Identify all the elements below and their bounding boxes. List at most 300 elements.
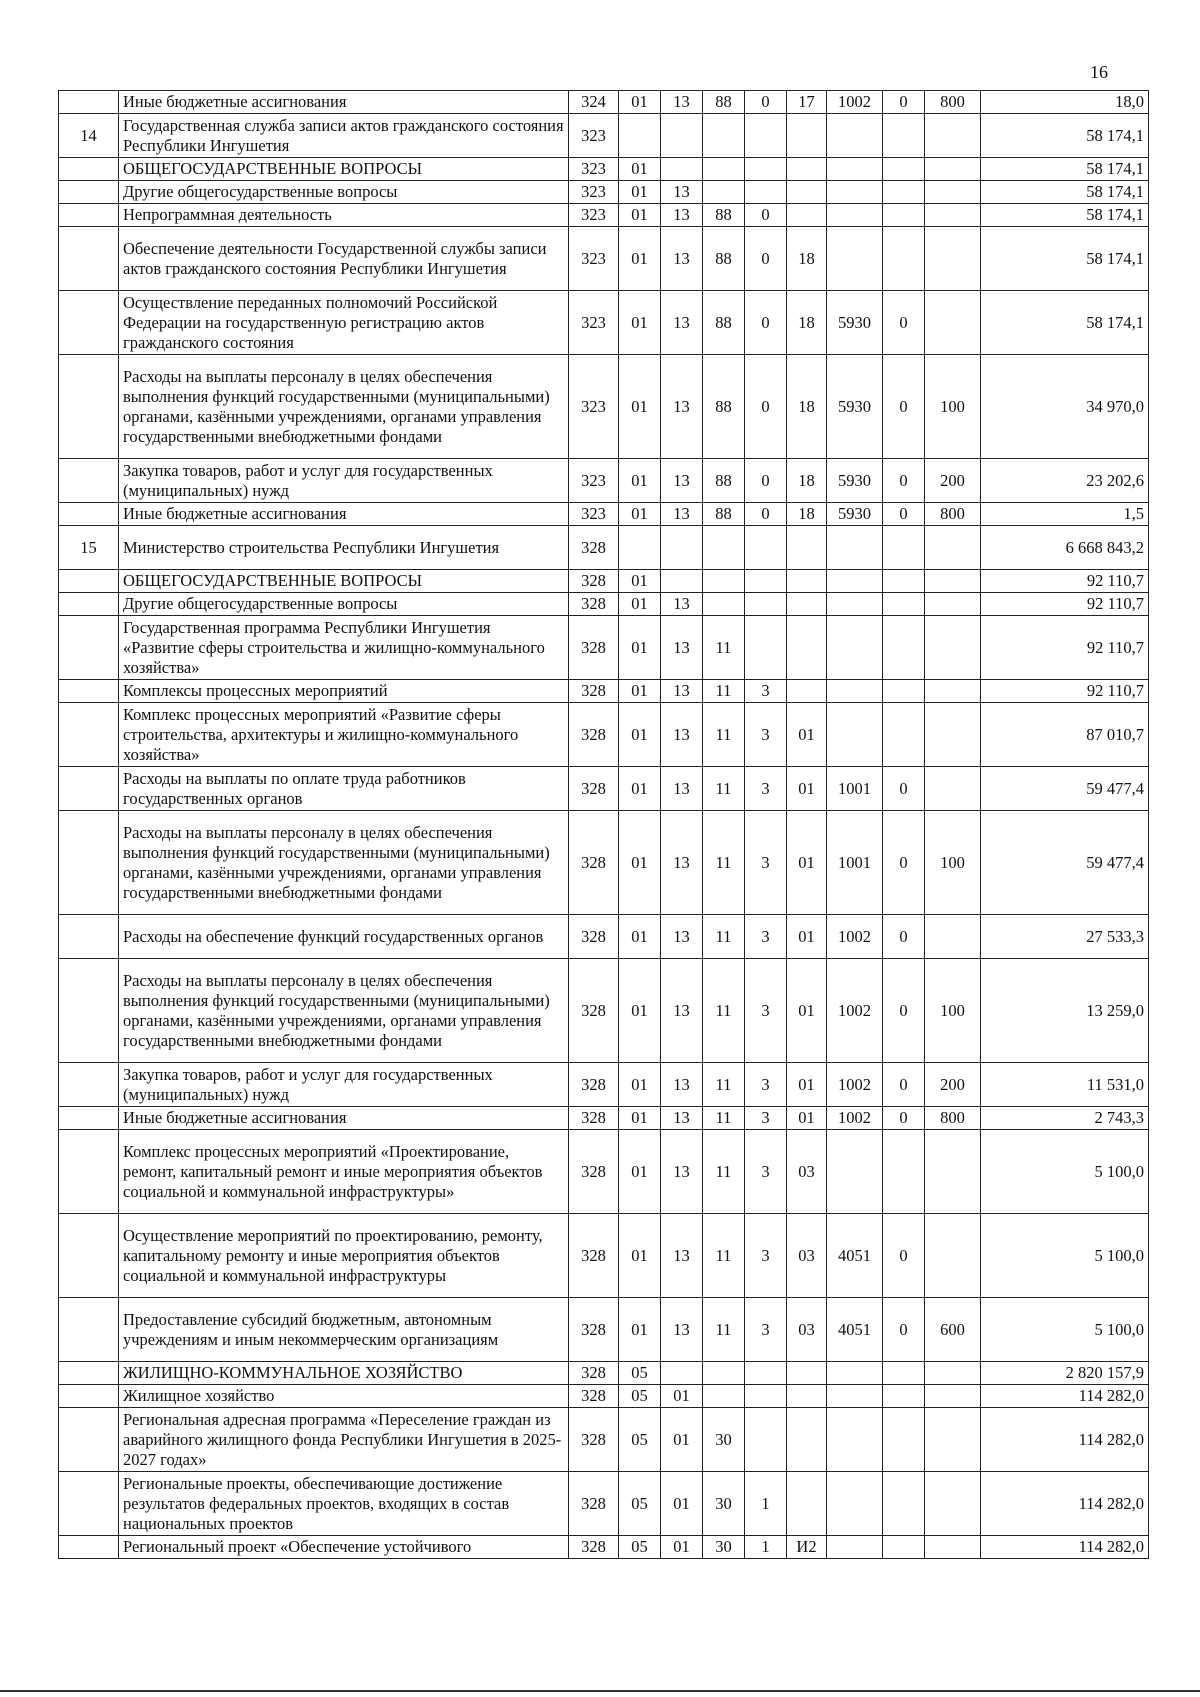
- row-index: [59, 459, 119, 503]
- row-code-4: 1: [745, 1472, 787, 1536]
- row-code-6: [827, 1362, 883, 1385]
- row-code-6: [827, 181, 883, 204]
- row-code-3: 11: [703, 811, 745, 915]
- row-amount: 59 477,4: [981, 811, 1149, 915]
- row-code-2: 13: [661, 503, 703, 526]
- row-index: [59, 959, 119, 1063]
- row-name: Государственная программа Республики Ингушетия «Развитие сферы строительства и жилищно-коммунального хозяйства»: [119, 616, 569, 680]
- row-amount: 5 100,0: [981, 1298, 1149, 1362]
- row-code-5: [787, 1362, 827, 1385]
- row-code-7: [883, 1385, 925, 1408]
- table-row: [59, 503, 1149, 526]
- table-row: [59, 355, 1149, 459]
- row-index: [59, 1472, 119, 1536]
- row-code-3: 11: [703, 703, 745, 767]
- row-code-1: 01: [619, 915, 661, 959]
- row-index: [59, 593, 119, 616]
- row-code-2: 01: [661, 1472, 703, 1536]
- row-name: Непрограммная деятельность: [119, 204, 569, 227]
- row-code-2: 01: [661, 1536, 703, 1559]
- row-amount: 58 174,1: [981, 227, 1149, 291]
- row-code-2: 13: [661, 767, 703, 811]
- row-code-8: [925, 570, 981, 593]
- row-code-6: [827, 1408, 883, 1472]
- row-code-1: 05: [619, 1385, 661, 1408]
- row-code-0: 328: [569, 811, 619, 915]
- row-code-1: 01: [619, 767, 661, 811]
- row-code-5: [787, 1472, 827, 1536]
- row-amount: 23 202,6: [981, 459, 1149, 503]
- row-amount: 2 820 157,9: [981, 1362, 1149, 1385]
- row-amount: 6 668 843,2: [981, 526, 1149, 570]
- row-code-2: [661, 1362, 703, 1385]
- row-name: Другие общегосударственные вопросы: [119, 181, 569, 204]
- row-code-5: [787, 616, 827, 680]
- row-index: [59, 767, 119, 811]
- row-code-1: 05: [619, 1536, 661, 1559]
- table-row: [59, 1107, 1149, 1130]
- row-code-2: 13: [661, 1063, 703, 1107]
- row-code-5: [787, 1408, 827, 1472]
- row-name: Региональные проекты, обеспечивающие достижение результатов федеральных проектов, входящих в состав национальных проектов: [119, 1472, 569, 1536]
- row-code-4: 3: [745, 959, 787, 1063]
- row-code-0: 323: [569, 181, 619, 204]
- row-code-4: 3: [745, 1130, 787, 1214]
- table-row: [59, 811, 1149, 915]
- row-code-6: 1001: [827, 811, 883, 915]
- row-name: Предоставление субсидий бюджетным, автономным учреждениям и иным некоммерческим организациям: [119, 1298, 569, 1362]
- row-amount: 58 174,1: [981, 114, 1149, 158]
- row-code-2: 01: [661, 1385, 703, 1408]
- row-index: 15: [59, 526, 119, 570]
- row-code-5: 18: [787, 291, 827, 355]
- row-code-3: 88: [703, 227, 745, 291]
- row-amount: 34 970,0: [981, 355, 1149, 459]
- row-code-0: 328: [569, 616, 619, 680]
- table-row: [59, 158, 1149, 181]
- row-index: [59, 1536, 119, 1559]
- row-code-0: 328: [569, 1408, 619, 1472]
- row-name: Жилищное хозяйство: [119, 1385, 569, 1408]
- row-code-3: 11: [703, 1063, 745, 1107]
- row-name: Расходы на выплаты персоналу в целях обеспечения выполнения функций государственными (муниципальными) органами, казёнными учреждениями, органами управления государственными внебюджетными фондами: [119, 355, 569, 459]
- row-code-1: 01: [619, 1130, 661, 1214]
- row-code-6: [827, 1536, 883, 1559]
- row-code-8: [925, 616, 981, 680]
- row-amount: 59 477,4: [981, 767, 1149, 811]
- row-code-1: 01: [619, 503, 661, 526]
- row-amount: 92 110,7: [981, 593, 1149, 616]
- row-name: ОБЩЕГОСУДАРСТВЕННЫЕ ВОПРОСЫ: [119, 158, 569, 181]
- row-code-8: [925, 1214, 981, 1298]
- row-code-6: 1002: [827, 915, 883, 959]
- row-code-3: [703, 1362, 745, 1385]
- row-code-8: [925, 1408, 981, 1472]
- row-code-2: 13: [661, 181, 703, 204]
- row-code-6: [827, 570, 883, 593]
- table-row: [59, 91, 1149, 114]
- row-amount: 114 282,0: [981, 1536, 1149, 1559]
- row-code-5: 01: [787, 703, 827, 767]
- row-code-6: 5930: [827, 459, 883, 503]
- row-index: [59, 1298, 119, 1362]
- row-code-0: 328: [569, 593, 619, 616]
- row-name: Иные бюджетные ассигнования: [119, 503, 569, 526]
- row-index: [59, 915, 119, 959]
- row-code-8: [925, 1472, 981, 1536]
- row-amount: 11 531,0: [981, 1063, 1149, 1107]
- row-code-8: [925, 703, 981, 767]
- row-code-6: [827, 227, 883, 291]
- row-code-4: 3: [745, 1107, 787, 1130]
- table-row: [59, 227, 1149, 291]
- table-row: [59, 680, 1149, 703]
- row-code-0: 323: [569, 355, 619, 459]
- row-code-2: 13: [661, 1298, 703, 1362]
- row-code-3: [703, 114, 745, 158]
- row-code-1: 01: [619, 204, 661, 227]
- row-code-4: 0: [745, 204, 787, 227]
- row-code-7: 0: [883, 503, 925, 526]
- row-code-7: [883, 114, 925, 158]
- table-row: [59, 1536, 1149, 1559]
- row-code-0: 328: [569, 959, 619, 1063]
- row-code-5: 03: [787, 1298, 827, 1362]
- row-code-6: [827, 114, 883, 158]
- row-code-5: 01: [787, 1107, 827, 1130]
- row-amount: 58 174,1: [981, 158, 1149, 181]
- row-code-5: 18: [787, 503, 827, 526]
- row-name: Расходы на выплаты по оплате труда работников государственных органов: [119, 767, 569, 811]
- row-code-2: [661, 570, 703, 593]
- row-code-0: 328: [569, 1472, 619, 1536]
- row-code-2: 13: [661, 459, 703, 503]
- row-code-5: [787, 114, 827, 158]
- row-index: [59, 1107, 119, 1130]
- row-code-6: 1001: [827, 767, 883, 811]
- row-code-5: 01: [787, 915, 827, 959]
- table-row: [59, 181, 1149, 204]
- row-amount: 114 282,0: [981, 1472, 1149, 1536]
- row-amount: 5 100,0: [981, 1130, 1149, 1214]
- row-name: Региональная адресная программа «Переселение граждан из аварийного жилищного фонда Республики Ингушетия в 2025-2027 годах»: [119, 1408, 569, 1472]
- row-code-6: [827, 526, 883, 570]
- row-code-5: [787, 526, 827, 570]
- row-code-5: 17: [787, 91, 827, 114]
- row-code-1: 05: [619, 1472, 661, 1536]
- row-code-0: 323: [569, 503, 619, 526]
- row-amount: 92 110,7: [981, 570, 1149, 593]
- row-code-1: 01: [619, 959, 661, 1063]
- row-code-5: [787, 158, 827, 181]
- row-code-8: [925, 767, 981, 811]
- row-code-4: 3: [745, 703, 787, 767]
- row-index: [59, 1214, 119, 1298]
- row-code-3: 30: [703, 1408, 745, 1472]
- row-name: ОБЩЕГОСУДАРСТВЕННЫЕ ВОПРОСЫ: [119, 570, 569, 593]
- row-name: ЖИЛИЩНО-КОММУНАЛЬНОЕ ХОЗЯЙСТВО: [119, 1362, 569, 1385]
- row-code-7: [883, 616, 925, 680]
- row-code-8: 100: [925, 811, 981, 915]
- row-code-7: 0: [883, 1063, 925, 1107]
- row-name: Осуществление переданных полномочий Российской Федерации на государственную регистрацию актов гражданского состояния: [119, 291, 569, 355]
- row-code-6: 1002: [827, 91, 883, 114]
- row-code-2: 13: [661, 1214, 703, 1298]
- row-code-2: 13: [661, 593, 703, 616]
- row-code-1: 01: [619, 355, 661, 459]
- row-code-7: [883, 1408, 925, 1472]
- row-code-8: [925, 593, 981, 616]
- table-row: [59, 114, 1149, 158]
- row-code-8: 800: [925, 91, 981, 114]
- row-code-0: 328: [569, 767, 619, 811]
- row-code-4: 3: [745, 1063, 787, 1107]
- row-code-5: 03: [787, 1214, 827, 1298]
- row-code-8: 100: [925, 355, 981, 459]
- row-code-8: [925, 526, 981, 570]
- row-code-6: 1002: [827, 1107, 883, 1130]
- row-code-1: 01: [619, 459, 661, 503]
- row-code-4: 0: [745, 355, 787, 459]
- row-code-8: 800: [925, 1107, 981, 1130]
- row-index: [59, 703, 119, 767]
- row-code-2: 13: [661, 811, 703, 915]
- row-code-2: 13: [661, 703, 703, 767]
- row-code-0: 323: [569, 158, 619, 181]
- footer-line: [0, 1690, 1200, 1692]
- row-code-7: 0: [883, 291, 925, 355]
- row-code-0: 328: [569, 1130, 619, 1214]
- row-code-4: [745, 1385, 787, 1408]
- row-code-6: 1002: [827, 1063, 883, 1107]
- row-code-4: 0: [745, 227, 787, 291]
- row-code-5: 01: [787, 959, 827, 1063]
- row-code-6: [827, 703, 883, 767]
- row-code-1: 05: [619, 1362, 661, 1385]
- row-code-2: 13: [661, 291, 703, 355]
- row-code-5: 18: [787, 459, 827, 503]
- row-code-7: 0: [883, 767, 925, 811]
- row-code-8: 600: [925, 1298, 981, 1362]
- row-name: Комплексы процессных мероприятий: [119, 680, 569, 703]
- row-code-1: 01: [619, 1298, 661, 1362]
- row-code-4: [745, 616, 787, 680]
- row-amount: 13 259,0: [981, 959, 1149, 1063]
- table-row: [59, 1362, 1149, 1385]
- row-code-2: 13: [661, 204, 703, 227]
- row-code-7: [883, 158, 925, 181]
- row-name: Обеспечение деятельности Государственной службы записи актов гражданского состояния Республики Ингушетия: [119, 227, 569, 291]
- row-code-6: [827, 1130, 883, 1214]
- row-code-0: 328: [569, 526, 619, 570]
- row-name: Комплекс процессных мероприятий «Проектирование, ремонт, капитальный ремонт и иные мероприятия объектов социальной и коммунальной инфраструктуры»: [119, 1130, 569, 1214]
- row-code-4: [745, 593, 787, 616]
- row-code-8: 100: [925, 959, 981, 1063]
- row-code-0: 328: [569, 1063, 619, 1107]
- row-code-3: 11: [703, 1107, 745, 1130]
- row-code-3: 88: [703, 503, 745, 526]
- row-code-3: [703, 526, 745, 570]
- row-code-1: 01: [619, 1107, 661, 1130]
- row-code-1: 01: [619, 227, 661, 291]
- row-code-5: 01: [787, 1063, 827, 1107]
- row-code-6: 4051: [827, 1214, 883, 1298]
- table-row: [59, 1063, 1149, 1107]
- row-code-7: [883, 1536, 925, 1559]
- row-code-4: [745, 1362, 787, 1385]
- row-name: Другие общегосударственные вопросы: [119, 593, 569, 616]
- row-code-1: 01: [619, 570, 661, 593]
- row-index: [59, 355, 119, 459]
- row-code-8: [925, 1362, 981, 1385]
- row-amount: 58 174,1: [981, 204, 1149, 227]
- row-code-1: 01: [619, 91, 661, 114]
- row-code-4: [745, 114, 787, 158]
- row-code-3: 11: [703, 1214, 745, 1298]
- row-code-5: [787, 570, 827, 593]
- row-code-7: [883, 570, 925, 593]
- row-index: [59, 1408, 119, 1472]
- row-code-6: [827, 204, 883, 227]
- table-row: [59, 959, 1149, 1063]
- row-name: Расходы на выплаты персоналу в целях обеспечения выполнения функций государственными (муниципальными) органами, казёнными учреждениями, органами управления государственными внебюджетными фондами: [119, 811, 569, 915]
- table-row: [59, 1214, 1149, 1298]
- row-code-4: 3: [745, 1214, 787, 1298]
- row-index: [59, 227, 119, 291]
- row-index: [59, 570, 119, 593]
- row-name: Расходы на обеспечение функций государственных органов: [119, 915, 569, 959]
- row-code-8: [925, 114, 981, 158]
- row-code-1: 01: [619, 1214, 661, 1298]
- row-index: [59, 1362, 119, 1385]
- row-code-6: 5930: [827, 503, 883, 526]
- row-amount: 18,0: [981, 91, 1149, 114]
- row-amount: 92 110,7: [981, 680, 1149, 703]
- row-amount: 5 100,0: [981, 1214, 1149, 1298]
- row-code-0: 324: [569, 91, 619, 114]
- row-code-4: 1: [745, 1536, 787, 1559]
- row-code-6: [827, 1472, 883, 1536]
- row-code-2: [661, 114, 703, 158]
- row-name: Закупка товаров, работ и услуг для государственных (муниципальных) нужд: [119, 459, 569, 503]
- row-index: [59, 811, 119, 915]
- row-code-7: [883, 204, 925, 227]
- row-code-5: [787, 204, 827, 227]
- row-code-3: 11: [703, 1130, 745, 1214]
- row-code-4: [745, 526, 787, 570]
- row-index: [59, 91, 119, 114]
- row-amount: 87 010,7: [981, 703, 1149, 767]
- row-code-3: 11: [703, 1298, 745, 1362]
- table-row: [59, 204, 1149, 227]
- row-code-1: 01: [619, 158, 661, 181]
- row-code-4: 3: [745, 767, 787, 811]
- row-code-7: 0: [883, 1214, 925, 1298]
- row-name: Иные бюджетные ассигнования: [119, 1107, 569, 1130]
- row-code-1: 01: [619, 181, 661, 204]
- table-row: [59, 526, 1149, 570]
- row-code-8: [925, 915, 981, 959]
- row-code-2: 13: [661, 91, 703, 114]
- row-code-1: 01: [619, 616, 661, 680]
- row-index: [59, 291, 119, 355]
- row-code-3: 88: [703, 204, 745, 227]
- row-code-7: 0: [883, 1107, 925, 1130]
- row-code-7: 0: [883, 1298, 925, 1362]
- row-code-5: И2: [787, 1536, 827, 1559]
- row-code-1: 01: [619, 811, 661, 915]
- row-code-0: 323: [569, 227, 619, 291]
- row-code-8: [925, 680, 981, 703]
- row-code-5: 03: [787, 1130, 827, 1214]
- row-code-4: 0: [745, 503, 787, 526]
- row-code-5: [787, 593, 827, 616]
- row-index: [59, 680, 119, 703]
- row-code-7: [883, 181, 925, 204]
- row-code-5: [787, 1385, 827, 1408]
- row-index: [59, 1063, 119, 1107]
- row-code-3: [703, 593, 745, 616]
- row-name: Расходы на выплаты персоналу в целях обеспечения выполнения функций государственными (муниципальными) органами, казёнными учреждениями, органами управления государственными внебюджетными фондами: [119, 959, 569, 1063]
- row-amount: 27 533,3: [981, 915, 1149, 959]
- row-amount: 114 282,0: [981, 1385, 1149, 1408]
- row-code-7: 0: [883, 459, 925, 503]
- row-code-4: 3: [745, 811, 787, 915]
- row-code-4: [745, 158, 787, 181]
- row-code-1: [619, 114, 661, 158]
- row-code-8: [925, 1536, 981, 1559]
- row-code-4: 0: [745, 91, 787, 114]
- row-name: Закупка товаров, работ и услуг для государственных (муниципальных) нужд: [119, 1063, 569, 1107]
- row-code-7: 0: [883, 915, 925, 959]
- row-code-2: [661, 526, 703, 570]
- row-name: Региональный проект «Обеспечение устойчивого: [119, 1536, 569, 1559]
- row-index: [59, 1385, 119, 1408]
- row-index: [59, 158, 119, 181]
- row-code-3: 88: [703, 291, 745, 355]
- row-code-6: 1002: [827, 959, 883, 1063]
- row-amount: 2 743,3: [981, 1107, 1149, 1130]
- row-code-2: 13: [661, 915, 703, 959]
- row-code-3: [703, 158, 745, 181]
- row-code-4: 0: [745, 459, 787, 503]
- table-row: [59, 1472, 1149, 1536]
- row-code-8: [925, 204, 981, 227]
- row-code-1: 01: [619, 680, 661, 703]
- row-name: Осуществление мероприятий по проектированию, ремонту, капитальному ремонту и иные мероприятия объектов социальной и коммунальной инфраструктуры: [119, 1214, 569, 1298]
- row-code-3: [703, 1385, 745, 1408]
- row-code-8: 200: [925, 459, 981, 503]
- row-code-7: 0: [883, 959, 925, 1063]
- row-code-7: [883, 227, 925, 291]
- table-row: [59, 915, 1149, 959]
- row-code-4: 3: [745, 1298, 787, 1362]
- row-code-3: 88: [703, 91, 745, 114]
- row-code-4: 3: [745, 680, 787, 703]
- row-code-6: [827, 593, 883, 616]
- row-code-1: 01: [619, 291, 661, 355]
- row-code-0: 328: [569, 1362, 619, 1385]
- row-index: [59, 503, 119, 526]
- row-code-0: 328: [569, 1536, 619, 1559]
- row-code-0: 328: [569, 1214, 619, 1298]
- table-row: [59, 291, 1149, 355]
- row-code-4: [745, 570, 787, 593]
- row-code-3: 11: [703, 959, 745, 1063]
- row-code-4: [745, 181, 787, 204]
- row-code-2: 13: [661, 355, 703, 459]
- row-code-2: 13: [661, 227, 703, 291]
